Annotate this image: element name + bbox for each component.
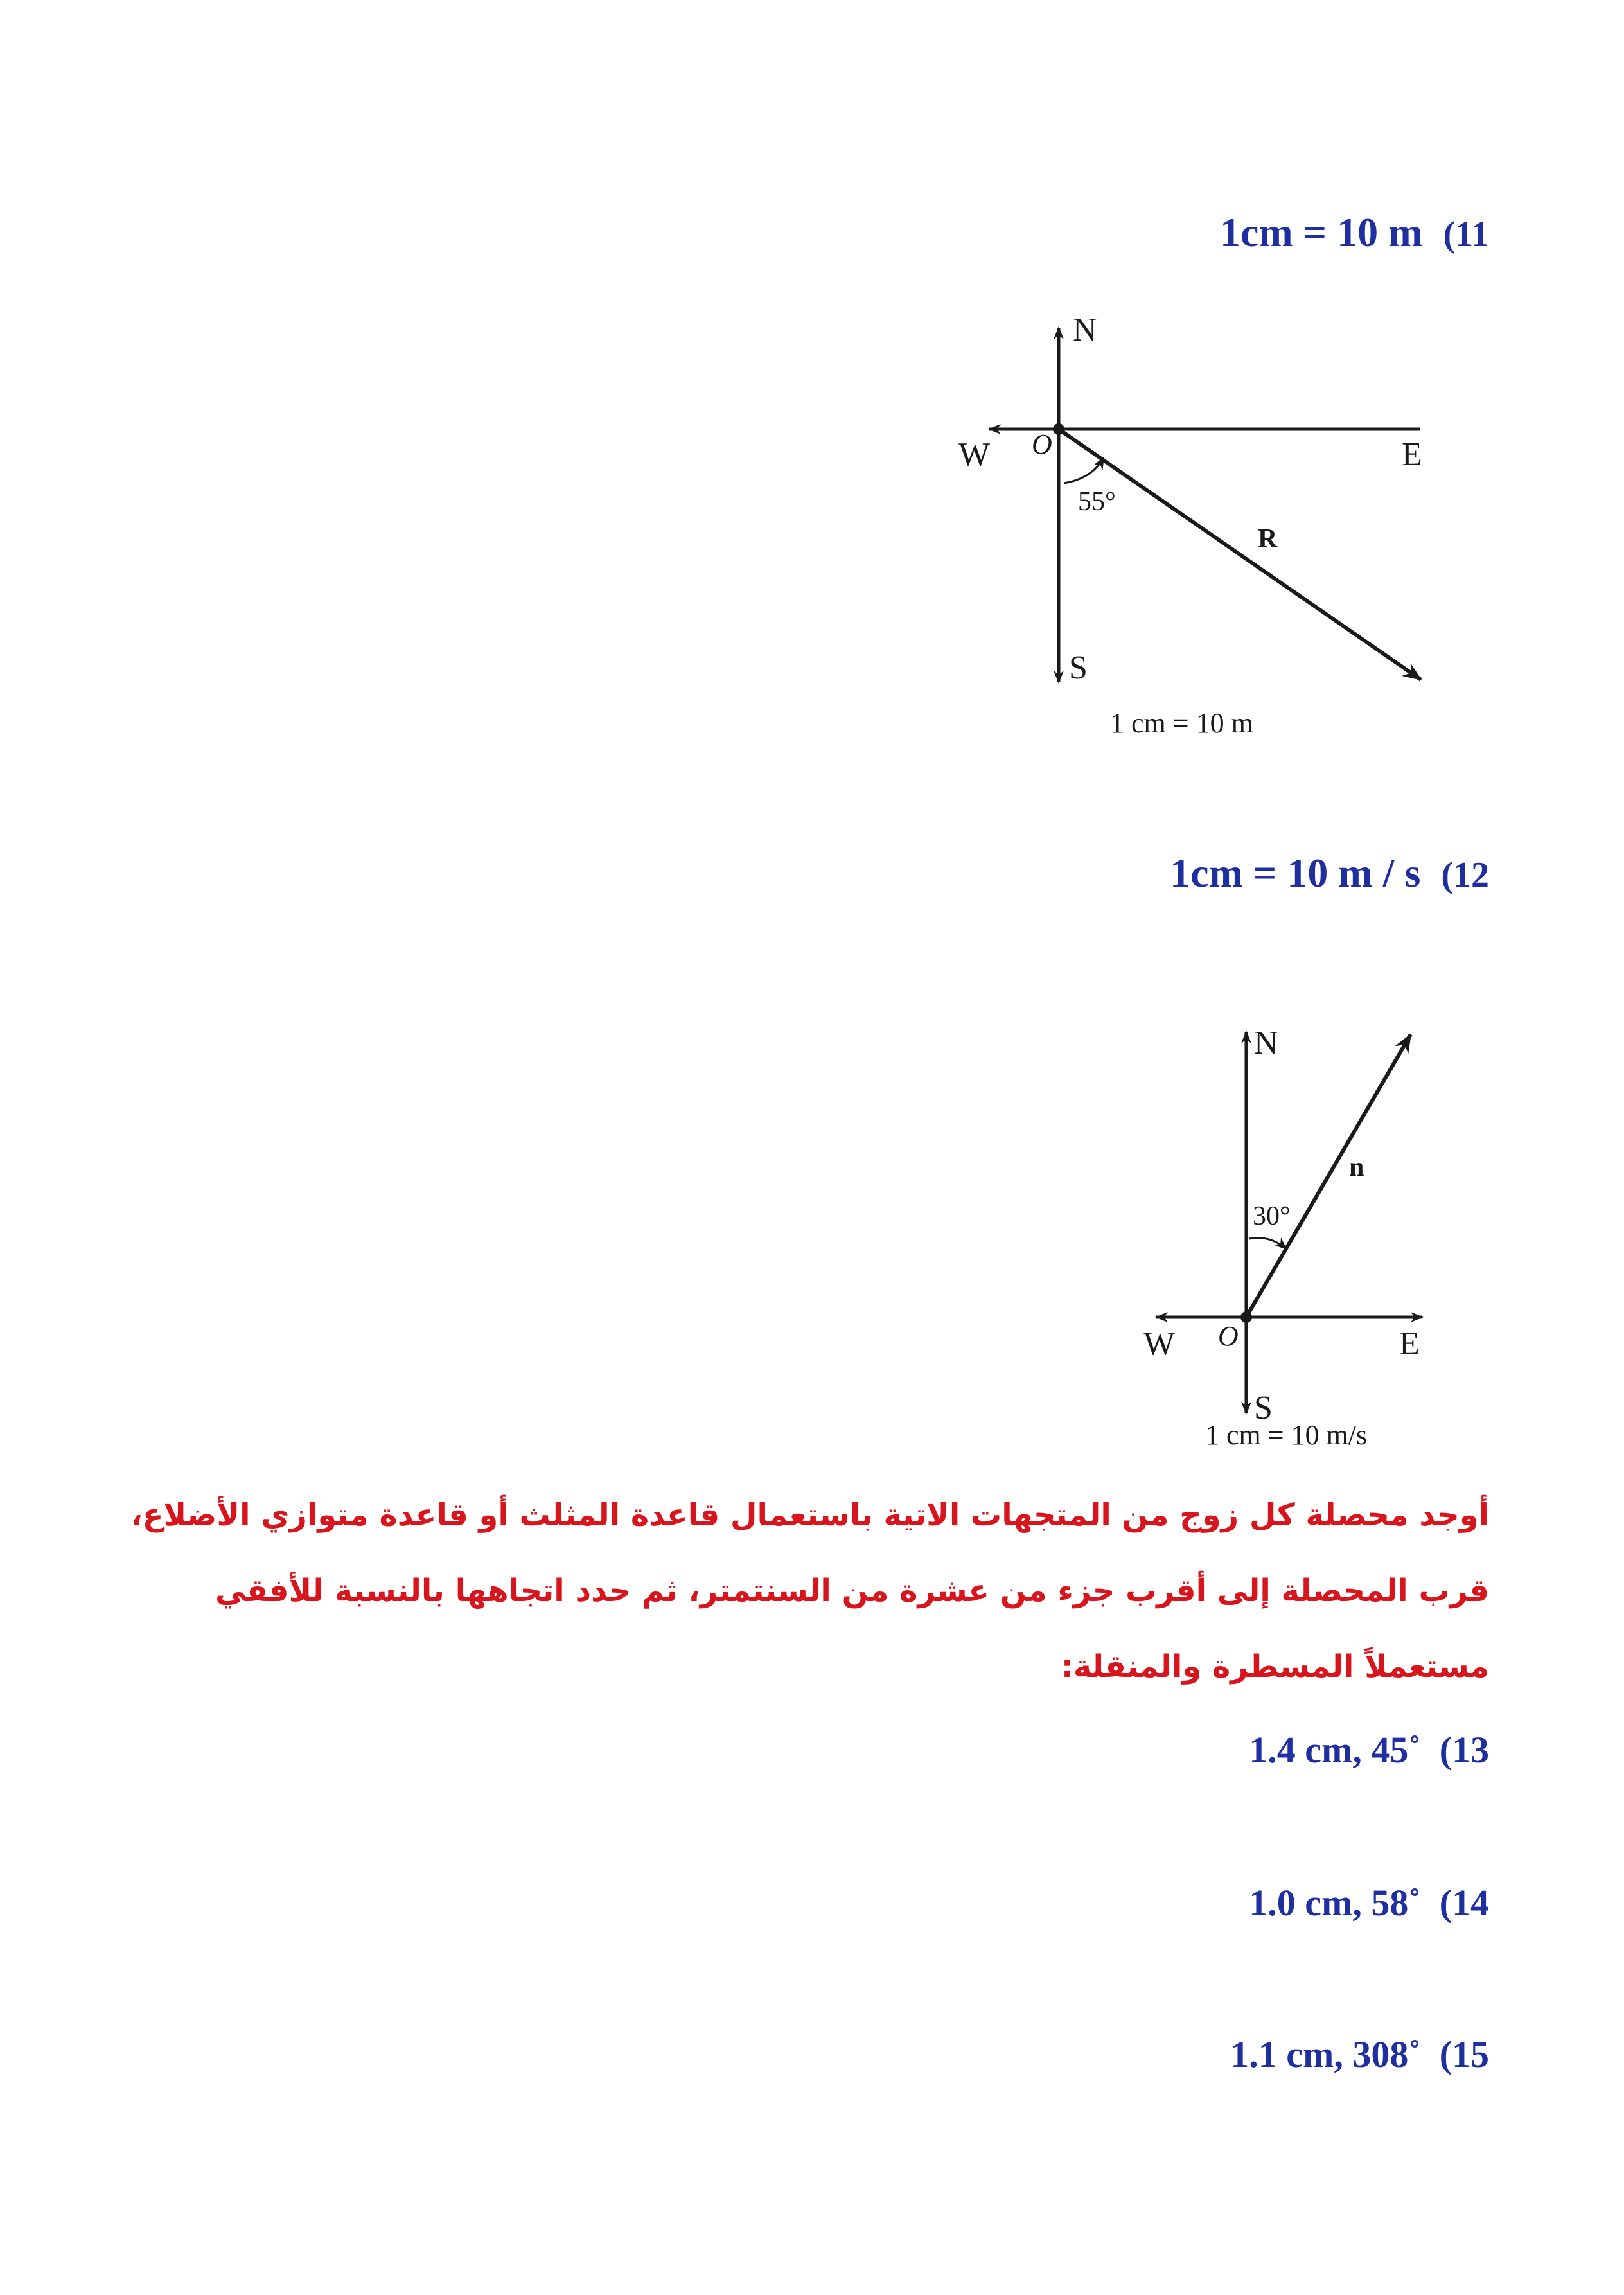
fig1-vector-label: R [1258, 524, 1278, 554]
fig2-origin-dot [1240, 1311, 1252, 1323]
problem-13-expression: 1.4 cm, 45˚ [1249, 1729, 1421, 1771]
fig1-label-o: O [1032, 429, 1052, 460]
instruction-line-3: مستعملاً المسطرة والمنقلة: [1061, 1649, 1489, 1685]
fig2-angle-arc [1249, 1238, 1286, 1249]
problem-11-expression: 1cm = 10 m [1219, 209, 1423, 255]
problem-13 [1249, 1728, 1489, 1771]
problem-12 [1170, 849, 1489, 897]
fig2-vector-label: n [1349, 1153, 1364, 1182]
fig1-vector-r [1059, 429, 1421, 680]
fig1-angle-arc [1064, 457, 1104, 483]
fig2-label-o: O [1218, 1320, 1239, 1352]
fig1-origin-dot [1053, 423, 1064, 435]
fig2-angle-label: 30° [1253, 1201, 1291, 1231]
fig2-label-e: E [1399, 1325, 1420, 1362]
fig1-label-s: S [1069, 650, 1088, 686]
problem-12-number: (12 [1441, 855, 1489, 895]
problem-14-number: (14 [1439, 1882, 1489, 1924]
fig1-angle-label: 55° [1078, 487, 1116, 517]
problem-14 [1249, 1881, 1489, 1924]
fig2-label-s: S [1254, 1390, 1273, 1426]
problem-15-expression: 1.1 cm, 308˚ [1230, 2034, 1421, 2075]
fig2-label-n: N [1254, 1025, 1278, 1061]
fig1-label-e: E [1402, 436, 1422, 473]
instruction-line-1: أوجد محصلة كل زوج من المتجهات الاتية باستعمال قاعدة المثلث أو قاعدة متوازي الأضلاع، [130, 1497, 1489, 1533]
fig1-label-w: W [958, 436, 991, 473]
fig2-vector-n [1246, 1034, 1411, 1317]
fig1-label-n: N [1073, 312, 1097, 348]
problem-12-expression: 1cm = 10 m / s [1170, 850, 1421, 896]
problem-14-expression: 1.0 cm, 58˚ [1249, 1882, 1421, 1924]
fig1-scale-label: 1 cm = 10 m [1110, 707, 1253, 739]
problem-13-number: (13 [1439, 1729, 1489, 1771]
fig2-scale-label: 1 cm = 10 m/s [1205, 1419, 1368, 1451]
instruction-line-2: قرب المحصلة إلى أقرب جزء من عشرة من السنتمتر، ثم حدد اتجاهها بالنسبة للأفقي [215, 1573, 1489, 1609]
problem-15-number: (15 [1439, 2034, 1489, 2075]
problem-15 [1230, 2033, 1489, 2076]
problem-11-number: (11 [1443, 215, 1489, 254]
fig2-label-w: W [1143, 1325, 1176, 1362]
